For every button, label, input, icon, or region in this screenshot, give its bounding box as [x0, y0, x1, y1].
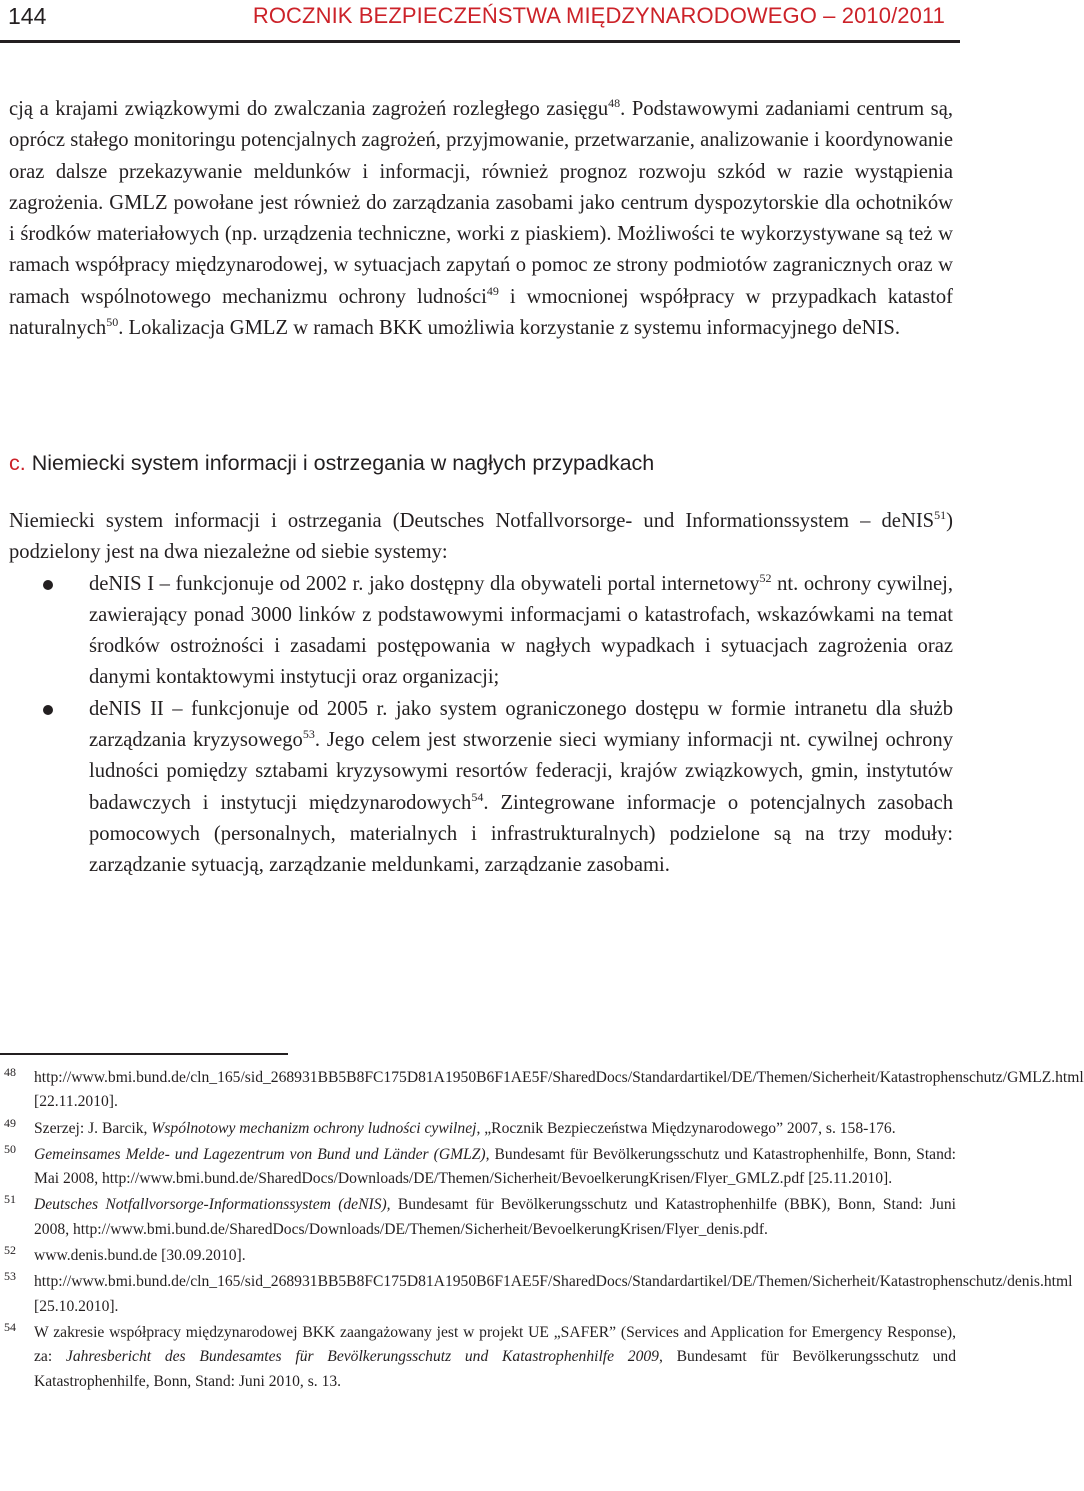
footnote-link[interactable]: http://www.bmi.bund.de/cln_165/sid_268931BB5B8FC175D81A1950B6F1AE5F/SharedDocs/Standardartikel/DE/Themen/Sicherheit/Katastrophenschutz/GMLZ.html [22.11.2010]. [34, 1069, 1084, 1111]
list-item: deNIS I – funkcjonuje od 2002 r. jako dostępny dla obywateli portal internetowy$^{52}$ nt. ochrony cywilnej, zawierający ponad 3000 linków z podstawowymi informacjami o katastrofach, wskazówkami na temat środków ostrożności i zasadami postępowania w nagłych wypadkach i sytuacjach zagrożenia oraz danymi kontaktowymi instytucji oraz organizacji; [9, 569, 953, 694]
page-header [0, 0, 960, 44]
footnote-ref-51[interactable]: 51 [934, 508, 947, 523]
footnote: 49 Szerzej: J. Barcik, Wspólnotowy mechanizm ochrony ludności cywilnej, „Rocznik Bezpieczeństwa Międzynarodowego” 2007, s. 158-176. [0, 1117, 956, 1141]
footnote-number: 50 [4, 1141, 16, 1156]
footnote-number: 53 [4, 1269, 16, 1284]
bullet-icon [43, 705, 53, 715]
footnote: 54 W zakresie współpracy międzynarodowej BKK zaangażowany jest w projekt UE „SAFER” (Services and Application for Emergency Response), za: Jahresbericht des Bundesamtes für Bevölkerungsschutz und Katastrophenhilfe 2009, Bundesamt für Bevölkerungsschutz und Katastrophenhilfe, Bonn, Stand: Juni 2010, s. 13. [0, 1321, 956, 1394]
running-title: ROCZNIK BEZPIECZEŃSTWA MIĘDZYNARODOWEGO – 2010/2011 [252, 3, 945, 28]
footnote-ref-53[interactable]: 53 [302, 727, 315, 742]
footnote-ref-52[interactable]: 52 [759, 570, 772, 585]
footnote: 51 Deutsches Notfallvorsorge-Informationssystem (deNIS), Bundesamt für Bevölkerungsschutz und Katastrophenhilfe (BBK), Bonn, Stand: Juni 2008, http://www.bmi.bund.de/SharedDocs/Downloads/DE/Themen/Sicherheit/BevoelkerungKrisen/Flyer_denis.pdf. [0, 1193, 956, 1242]
footnote-ref-50[interactable]: 50 [106, 315, 119, 330]
footnote-link[interactable]: www.denis.bund.de [30.09.2010]. [34, 1247, 246, 1265]
page-number: 144 [8, 3, 47, 29]
footnote-ref-54[interactable]: 54 [471, 789, 484, 804]
footnote-number: 51 [4, 1192, 16, 1207]
body-section-2 [9, 506, 953, 882]
footnote-link[interactable]: http://www.bmi.bund.de/cln_165/sid_268931BB5B8FC175D81A1950B6F1AE5F/SharedDocs/Standardartikel/DE/Themen/Sicherheit/Katastrophenschutz/denis.html [25.10.2010]. [34, 1273, 1073, 1315]
footnotes [0, 1065, 1084, 1396]
footnote [0, 1065, 1084, 1115]
footnote [0, 1244, 956, 1268]
section-heading [9, 451, 654, 476]
body-paragraph-2: Niemiecki system informacji i ostrzegania (Deutsches Notfallvorsorge- und Informationssystem – deNIS$^{51}$) podzielony jest na dwa niezależne od siebie systemy: [9, 508, 953, 564]
footnote-number: 54 [4, 1319, 16, 1334]
bullet-list [9, 569, 953, 882]
footnote [0, 1269, 1073, 1319]
footnote-rule [0, 1053, 288, 1055]
list-item: deNIS II – funkcjonuje od 2005 r. jako system ograniczonego dostępu w formie intranetu dla służb zarządzania kryzysowego$^{53}$. Jego celem jest stworzenie sieci wymiany informacji nt. cywilnej ochrony ludności pomiędzy sztabami kryzysowymi resortów federacji, krajów związkowych, gmin, instytutów badawczych i instytucji międzynarodowych$^{54}$. Zintegrowane informacje o potencjalnych zasobach pomocowych (personalnych, materialnych i infrastrukturalnych) podzielone są na trzy moduły: zarządzanie sytuacją, zarządzanie meldunkami, zarządzanie zasobami. [9, 694, 953, 882]
footnote: 50 Gemeinsames Melde- und Lagezentrum von Bund und Länder (GMLZ), Bundesamt für Bevölkerungsschutz und Katastrophenhilfe, Bonn, Stand: Mai 2008, http://www.bmi.bund.de/SharedDocs/Downloads/DE/Themen/Sicherheit/BevoelkerungKrisen/Flyer_GMLZ.pdf [25.11.2010]. [0, 1143, 956, 1192]
footnote-number: 48 [4, 1065, 16, 1079]
footnote-ref-48[interactable]: 48 [608, 96, 621, 111]
footnote-number: 52 [4, 1243, 16, 1258]
footnote-ref-49[interactable]: 49 [486, 283, 499, 298]
section-title: Niemiecki system informacji i ostrzegania w nagłych przypadkach [25, 451, 655, 475]
bullet-icon [43, 580, 53, 590]
footnote-number: 49 [4, 1115, 16, 1130]
section-letter: c. [9, 451, 26, 475]
body-paragraph-1: cją a krajami związkowymi do zwalczania zagrożeń rozległego zasięgu$^{48}$. Podstawowymi zadaniami centrum są, oprócz stałego monitoringu potencjalnych zagrożeń, przyjmowanie, przetwarzanie, analizowanie i koordynowanie oraz dalsze przekazywanie meldunków i informacji, również prognoz rozwoju szkód w razie wystąpienia zagrożenia. GMLZ powołane jest również do zarządzania zasobami jako centrum dyspozytorskie dla ochotników i środków materiałowych (np. urządzenia techniczne, worki z piaskiem). Możliwości te wykorzystywane są też w ramach współpracy międzynarodowej, w sytuacjach zapytań o pomoc ze strony podmiotów zagranicznych oraz w ramach wspólnotowego mechanizmu ochrony ludności$^{49}$ i wmocnionej współpracy w przypadkach katastof naturalnych$^{50}$. Lokalizacja GMLZ w ramach BKK umożliwia korzystanie z systemu informacyjnego deNIS. [9, 96, 953, 340]
header-rule [0, 40, 960, 43]
